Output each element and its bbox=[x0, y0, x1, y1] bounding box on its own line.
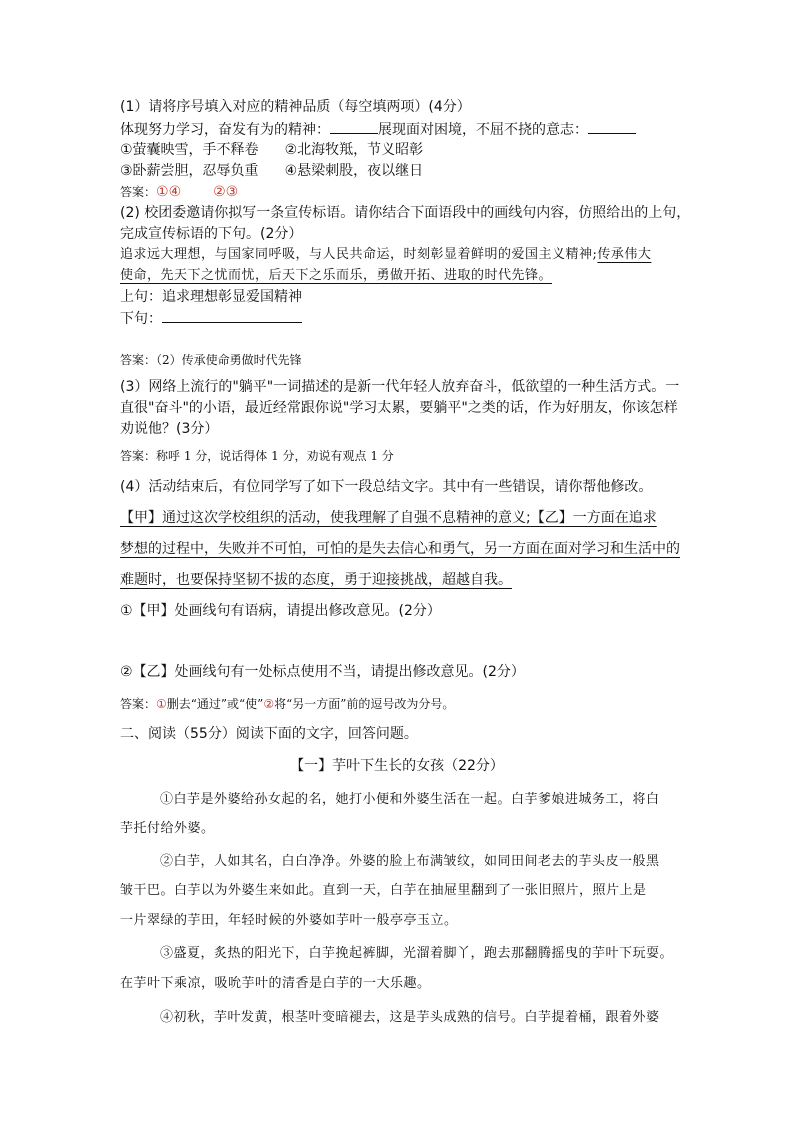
article-p2-line-1: ②白芋，人如其名，白白净净。外婆的脸上布满皱纹，如同田间老去的芋头皮一般黑 bbox=[160, 854, 660, 869]
q2-passage-underlined-start: 传承伟大 bbox=[597, 247, 652, 262]
q4-text-line-3: 难题时，也要保持坚韧不拔的态度，勇于迎接挑战，超越自我。 bbox=[120, 572, 512, 588]
q1-blank-b[interactable] bbox=[588, 119, 636, 134]
q1-prompt-b: 展现面对困境，不屈不挠的意志： bbox=[378, 122, 588, 138]
q1-option-2: ②北海牧羝，节义昭彰 bbox=[284, 142, 424, 158]
q2-answer: 答案：（2）传承使命勇做时代先锋 bbox=[120, 353, 302, 367]
q1-option-1: ①萤囊映雪，手不释卷 bbox=[120, 142, 259, 158]
q1-option-3: ③卧薪尝胆，忍辱负重 bbox=[120, 163, 259, 179]
q2-passage-line-1 bbox=[120, 245, 651, 265]
q1-title: (1）请将序号填入对应的精神品质（每空填两项）(4分） bbox=[120, 99, 471, 115]
q2-title-line-1: (2) 校团委邀请你拟写一条宣传标语。请你结合下面语段中的画线句内容，仿照给出的上句， bbox=[120, 205, 691, 221]
article-p1-line-1: ①白芋是外婆给孙女起的名，她打小便和外婆生活在一起。白芋爹娘进城务工，将白 bbox=[160, 792, 660, 807]
q1-answer-a: ①④ bbox=[156, 184, 182, 200]
q2-lower-label: 下句： bbox=[120, 311, 162, 327]
q1-answer-label: 答案： bbox=[120, 185, 157, 199]
article-p4-line-1: ④初秋，芋叶发黄，根茎叶变暗褪去，这是芋头成熟的信号。白芋提着桶，跟着外婆 bbox=[160, 1010, 660, 1025]
q1-options-row-2 bbox=[120, 161, 423, 181]
q4-sub-question-2: ②【乙】处画线句有一处标点使用不当，请提出修改意见。(2分） bbox=[120, 664, 525, 680]
q4-answer bbox=[120, 694, 454, 714]
q1-blank-a[interactable] bbox=[330, 119, 378, 134]
q3-line-1: (3）网络上流行的"躺平"一词描述的是新一代年轻人放弃奋斗，低欲望的一种生活方式。一 bbox=[120, 379, 680, 395]
q3-line-2: 直很"奋斗"的小语，最近经常跟你说"学习太累，要躺平"之类的话，作为好朋友，你该怎样 bbox=[120, 400, 678, 416]
q1-answer-b: ②③ bbox=[213, 184, 239, 200]
q4-answer-1: 删去“通过”或“使” bbox=[166, 697, 264, 711]
q3-answer: 答案：称呼 1 分，说话得体 1 分，劝说有观点 1 分 bbox=[120, 449, 394, 463]
q3-line-3: 劝说他？(3分） bbox=[120, 421, 219, 437]
article-p2-line-3: 一片翠绿的芋田，年轻时候的外婆如芋叶一般亭亭玉立。 bbox=[120, 913, 458, 928]
q4-text-jia: 【甲】通过这次学校组织的活动，使我理解了自强不息精神的意义; bbox=[120, 510, 531, 526]
q4-answer-2-number: ② bbox=[263, 697, 275, 711]
q2-upper-sentence: 上句：追求理想彰显爱国精神 bbox=[120, 289, 302, 305]
q1-option-4: ④悬梁刺股，夜以继日 bbox=[284, 163, 424, 179]
article-p3-line-2: 在芋叶下乘凉，吸吮芋叶的清香是白芋的一大乐趣。 bbox=[120, 976, 431, 991]
section-2-heading: 二、阅读（55分）阅读下面的文字，回答问题。 bbox=[120, 726, 418, 742]
q2-passage-line-2: 使命，先天下之忧而忧，后天下之乐而乐，勇做开拓、进取的时代先锋。 bbox=[120, 268, 553, 283]
article-title: 【一】芋叶下生长的女孩（22分） bbox=[290, 758, 504, 774]
q1-options-row-1 bbox=[120, 140, 423, 160]
article-p1-line-2: 芋托付给外婆。 bbox=[120, 821, 215, 836]
q2-title-line-2: 完成宣传标语的下句。(2分） bbox=[120, 226, 303, 242]
article-p2-line-2: 皱干巴。白芋以为外婆生来如此。直到一天，白芋在抽屉里翻到了一张旧照片，照片上是 bbox=[120, 883, 647, 898]
q2-lower-sentence bbox=[120, 308, 302, 329]
q4-answer-1-number: ① bbox=[156, 697, 167, 711]
q2-lower-blank[interactable] bbox=[162, 308, 302, 323]
q4-answer-label: 答案： bbox=[120, 697, 157, 711]
article-p3-line-1: ③盛夏，炙热的阳光下，白芋挽起裤脚，光溜着脚丫，跑去那翻腾摇曳的芋叶下玩耍。 bbox=[160, 946, 674, 961]
q4-answer-2: 将“另一方面”前的逗号改为分号。 bbox=[274, 697, 455, 711]
q2-passage-plain: 追求远大理想，与国家同呼吸，与人民共命运，时刻彰显着鲜明的爱国主义精神; bbox=[120, 247, 598, 262]
q4-text-line-1 bbox=[120, 508, 657, 528]
q1-prompt-a: 体现努力学习，奋发有为的精神： bbox=[120, 122, 330, 138]
q4-text-yi-start: 【乙】一方面在追求 bbox=[530, 510, 657, 526]
q1-prompts bbox=[120, 119, 636, 140]
q4-text-line-2: 梦想的过程中，失败并不可怕，可怕的是失去信心和勇气，另一方面在面对学习和生活中的 bbox=[120, 541, 680, 557]
q4-title: (4）活动结束后，有位同学写了如下一段总结文字。其中有一些错误，请你帮他修改。 bbox=[120, 479, 653, 495]
q1-answer bbox=[120, 182, 238, 202]
q4-sub-question-1: ①【甲】处画线句有语病，请提出修改意见。(2分） bbox=[120, 603, 441, 619]
